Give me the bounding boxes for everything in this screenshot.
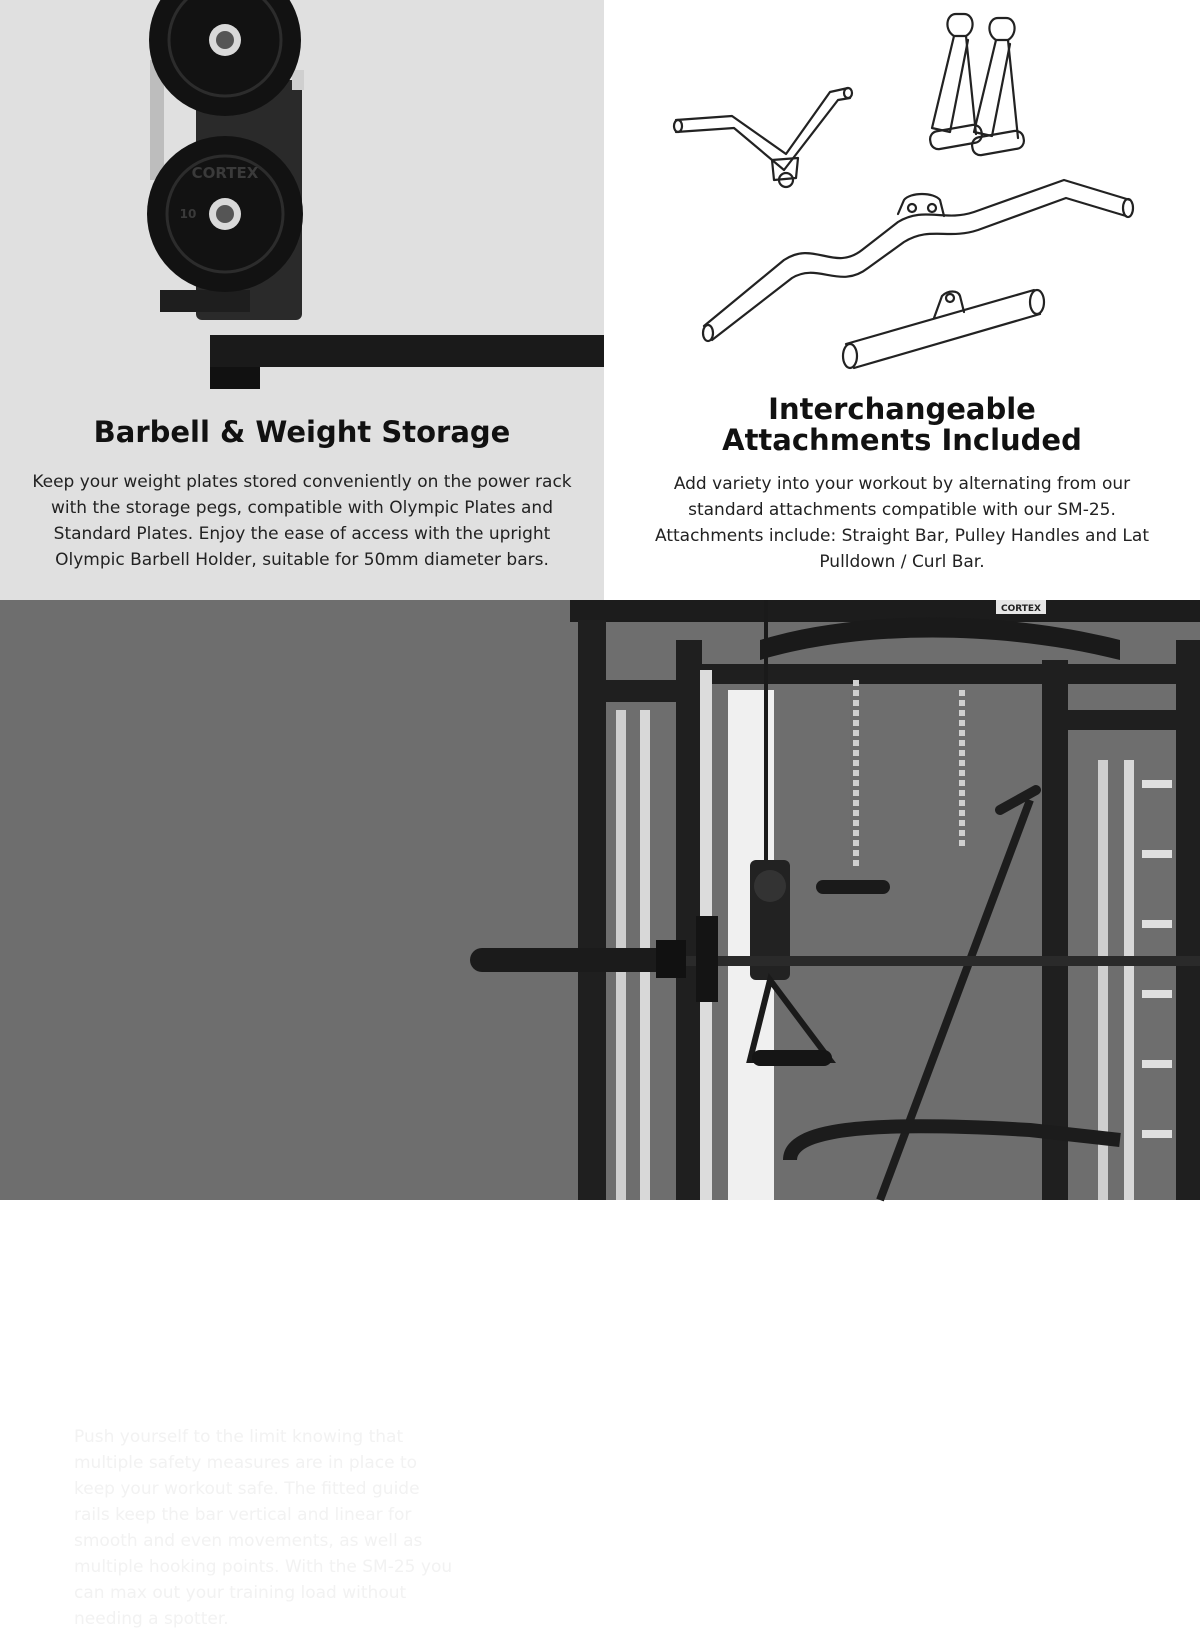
attachments-title-line1: Interchangeable (768, 392, 1036, 426)
attachments-title (604, 394, 1200, 456)
smith-title: Smith Machine (72, 1367, 315, 1401)
peg-cap-top (292, 70, 304, 90)
pulley-handles (929, 14, 1025, 156)
smith-bar-sleeve (470, 948, 670, 972)
weight-plate-bottom (147, 136, 303, 292)
smith-machine-panel (0, 600, 1200, 1629)
frame-brand-label: CORTEX (1000, 604, 1042, 614)
cable (764, 600, 768, 900)
diagonal-bar (880, 800, 1030, 1200)
storage-description: Keep your weight plates stored conveniently on the power rack with the storage pegs, compatible with Olympic Plates and Standard Plates. Enjoy the ease of access with the upright Olympic Barbell Holder, suitable for 50mm diameter bars. (32, 472, 572, 570)
storage-panel (0, 0, 604, 600)
v-curl-bar (674, 88, 852, 187)
dip-handle (790, 1126, 1120, 1160)
plate-weight-label: 10 (179, 207, 197, 221)
bar-collar (656, 940, 686, 978)
bar-hook-block (696, 916, 718, 1002)
base-rail (210, 335, 604, 367)
top-arch (760, 618, 1120, 661)
left-cross-member (578, 680, 702, 702)
peg-base (160, 290, 250, 312)
upright-right-inner (1042, 660, 1068, 1200)
top-crossbar (570, 600, 1200, 622)
lat-pulldown-bar (703, 180, 1133, 341)
attachments-title-line2: Attachments Included (722, 423, 1082, 457)
pulley-wheel (754, 870, 786, 902)
mid-cross-member (700, 664, 1180, 684)
upright-left-outer (578, 620, 606, 1200)
smith-description: Push yourself to the limit knowing that multiple safety measures are in place to keep your workout safe. The fitted guide rails keep the bar vertical and linear for smooth and even movements, as well as multiple hooking points. With the SM-25 you can max out your training load without needing a spotter. (74, 1427, 453, 1629)
right-cross-member (1042, 710, 1200, 730)
attachments-description: Add variety into your workout by alternating from our standard attachments compatible with our SM-25. Attachments include: Straight Bar, Pulley Handles and Lat Pulldown / Curl Bar. (655, 474, 1149, 572)
straight-bar (843, 290, 1044, 368)
smith-machine-illustration (0, 600, 1200, 1200)
handle-grip (752, 1050, 832, 1066)
attachments-panel (604, 0, 1200, 600)
storage-title: Barbell & Weight Storage (93, 415, 511, 449)
short-handle-bar (816, 880, 890, 894)
guide-rail-5 (1124, 760, 1134, 1200)
plate-brand-label: CORTEX (191, 164, 259, 182)
smith-bar (686, 956, 1200, 966)
